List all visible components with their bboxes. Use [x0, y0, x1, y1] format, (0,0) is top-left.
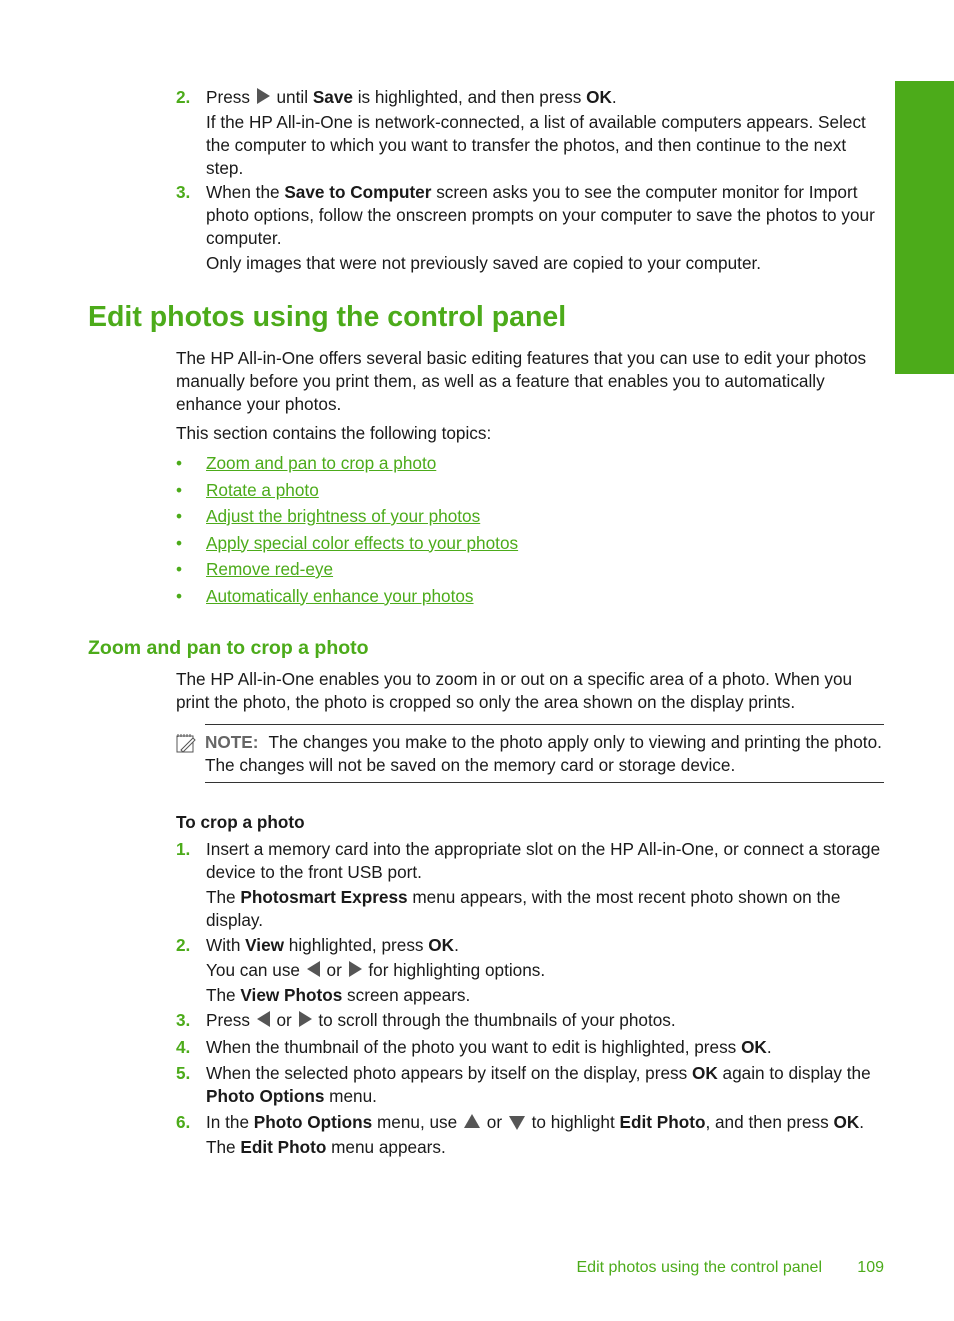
step-number: 3. — [176, 1010, 191, 1030]
step-line: When the Save to Computer screen asks you to see the computer monitor for Import photo options, follow the onscreen prompts on your computer to save the photos to your computer. — [206, 182, 875, 248]
step-number: 2. — [176, 87, 191, 107]
list-item — [176, 558, 518, 585]
ui-term: OK — [741, 1037, 767, 1057]
step-line: In the Photo Options menu, use or to highlight Edit Photo, and then press OK. — [206, 1112, 865, 1132]
left-arrow-icon — [257, 1011, 270, 1027]
footer-section-title: Edit photos using the control panel — [576, 1259, 822, 1276]
ui-term: Save — [312, 87, 353, 107]
topics-intro: This section contains the following topics: — [176, 423, 492, 443]
step-number: 6. — [176, 1112, 191, 1132]
topic-link-color-effects[interactable]: Apply special color effects to your photos — [206, 532, 519, 553]
step-line: The Photosmart Express menu appears, with the most recent photo shown on the display. — [206, 887, 841, 930]
topic-link-zoom-pan[interactable]: Zoom and pan to crop a photo — [206, 453, 437, 473]
step-text — [206, 1062, 886, 1108]
step-text — [206, 1036, 886, 1059]
note-rule-top — [205, 724, 884, 725]
step-number: 4. — [176, 1037, 191, 1057]
step-number: 3. — [176, 182, 191, 202]
bullet: • — [176, 559, 183, 579]
step-number: 2. — [176, 935, 191, 955]
list-item — [176, 479, 518, 506]
right-arrow-icon — [299, 1011, 312, 1027]
step-line: You can use or for highlighting options. — [206, 960, 546, 980]
step-line: When the selected photo appears by itself on the display, press OK again to display the Photo Options menu. — [206, 1063, 871, 1106]
ui-term: Photo Options — [206, 1086, 325, 1106]
ui-term: Photosmart Express — [240, 887, 408, 907]
subsection-intro: The HP All-in-One enables you to zoom in or out on a specific area of a photo. When you print the photo, the photo is cropped so only the area shown on the display prints. — [176, 669, 853, 712]
up-arrow-icon — [464, 1114, 480, 1128]
step-line: With View highlighted, press OK. — [206, 935, 459, 955]
step-line: If the HP All-in-One is network-connected, a list of available computers appears. Select the computer to which you want to transfer the photos, and then continue to the next step. — [206, 112, 866, 178]
topic-link-auto-enhance[interactable]: Automatically enhance your photos — [206, 585, 474, 606]
note-label: NOTE: — [205, 732, 259, 752]
note-rule-bottom — [205, 782, 884, 783]
ui-term: OK — [833, 1112, 860, 1132]
left-arrow-icon — [307, 961, 320, 977]
down-arrow-icon — [509, 1116, 525, 1130]
topic-link-brightness[interactable]: Adjust the brightness of your photos — [206, 506, 481, 526]
step-text — [206, 1111, 886, 1159]
step-text — [206, 86, 886, 180]
list-item — [176, 532, 518, 559]
bullet: • — [176, 506, 183, 526]
step-text — [206, 181, 886, 275]
ui-term: View Photos — [240, 985, 343, 1005]
ui-term: OK — [692, 1063, 718, 1083]
section-intro: The HP All-in-One offers several basic editing features that you can use to edit your photos manually before you print them, as well as a feature that enables you to automatically enhance your photos. — [176, 348, 867, 414]
step-text — [206, 934, 886, 1007]
step-number: 1. — [176, 839, 191, 859]
step-line: Press or to scroll through the thumbnails of your photos. — [206, 1010, 676, 1030]
step-line: The Edit Photo menu appears. — [206, 1137, 446, 1157]
ui-term: Edit Photo — [240, 1137, 327, 1157]
bullet: • — [176, 479, 183, 500]
step-line: The View Photos screen appears. — [206, 985, 471, 1005]
bullet: • — [176, 453, 183, 473]
list-item — [176, 585, 518, 612]
ui-term: Photo Options — [253, 1112, 373, 1132]
page-number: 109 — [857, 1259, 884, 1276]
ui-term: Edit Photo — [619, 1112, 706, 1132]
step-text — [206, 1009, 886, 1032]
procedure-title: To crop a photo — [176, 812, 305, 832]
note-pad-icon — [176, 733, 196, 753]
topic-link-rotate[interactable]: Rotate a photo — [206, 479, 319, 500]
note-text: The changes you make to the photo apply only to viewing and printing the photo. The changes will not be saved on the memory card or storage device. — [205, 732, 882, 775]
topic-link-red-eye[interactable]: Remove red-eye — [206, 559, 334, 579]
step-line: Only images that were not previously saved are copied to your computer. — [206, 253, 762, 273]
note-text-block — [205, 731, 884, 777]
ui-term: OK — [586, 87, 612, 107]
list-item — [176, 505, 518, 532]
note-box — [176, 724, 884, 782]
list-item — [176, 452, 518, 479]
step-text — [206, 838, 886, 932]
right-arrow-icon — [349, 961, 362, 977]
ui-term: View — [245, 935, 285, 955]
ui-term: Save to Computer — [284, 182, 432, 202]
bullet: • — [176, 532, 183, 553]
step-number: 5. — [176, 1063, 191, 1083]
step-line: When the thumbnail of the photo you want to edit is highlighted, press OK. — [206, 1037, 772, 1057]
section-title: Edit photos using the control panel — [88, 301, 567, 333]
step-line: Press until Save is highlighted, and then press OK. — [206, 87, 617, 107]
topics-list — [176, 452, 518, 611]
bullet: • — [176, 585, 183, 606]
side-tab-photos — [895, 81, 954, 443]
step-line: Insert a memory card into the appropriate slot on the HP All-in-One, or connect a storage device to the front USB port. — [206, 839, 881, 882]
subsection-title: Zoom and pan to crop a photo — [88, 637, 369, 659]
right-arrow-icon — [257, 88, 270, 104]
ui-term: OK — [428, 935, 455, 955]
side-tab-label: Photos — [916, 395, 932, 443]
